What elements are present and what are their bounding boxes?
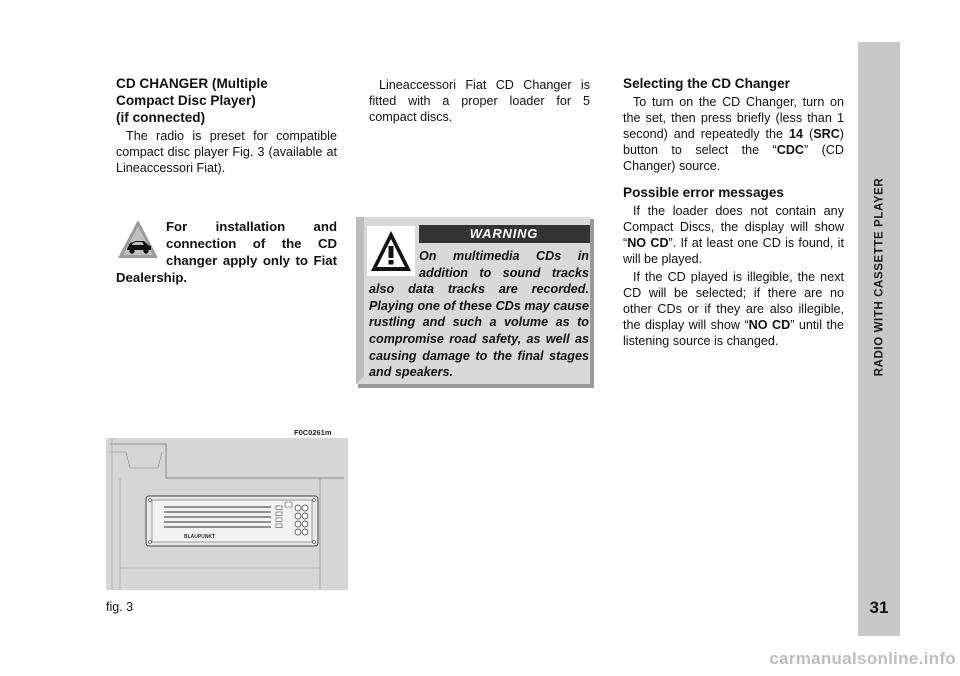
intro-paragraph: The radio is preset for compatible compact disc player Fig. 3 (available at Lineaccessori Fiat). bbox=[116, 129, 337, 175]
car-service-icon bbox=[116, 218, 160, 260]
warning-box bbox=[356, 217, 594, 388]
column-middle bbox=[369, 75, 590, 125]
error-messages-heading: Possible error messages bbox=[623, 185, 784, 200]
loader-paragraph: Lineaccessori Fiat CD Changer is fitted with a proper loader for 5 compact discs. bbox=[369, 78, 590, 124]
selecting-paragraph: To turn on the CD Changer, turn on the set, then press briefly (less than 1 second) and repeatedly the 14 (SRC) button to select the “CDC” (CD Changer) source. bbox=[623, 95, 844, 173]
section-heading bbox=[116, 75, 337, 126]
heading-line-2: Compact Disc Player) bbox=[116, 93, 256, 108]
figure-caption: fig. 3 bbox=[106, 600, 134, 614]
dealer-note bbox=[116, 218, 337, 286]
figure-id: F0C0261m bbox=[294, 428, 332, 437]
selecting-heading: Selecting the CD Changer bbox=[623, 76, 790, 91]
warning-label: WARNING bbox=[469, 226, 539, 241]
column-left bbox=[116, 75, 337, 176]
warning-text: On multimedia CDs in addition to sound tracks also data tracks are recorded. Playing one of these CDs may cause rustling and such a volume as to compromise road safety, as well as causing damage to the final stages and speakers. bbox=[369, 249, 589, 380]
heading-line-3: (if connected) bbox=[116, 110, 206, 125]
page-number: 31 bbox=[869, 598, 889, 617]
brand-label: BLAUPUNKT bbox=[184, 534, 216, 540]
no-cd-paragraph: If the loader does not contain any Compact Discs, the display will show “NO CD”. If at least one CD is found, it will be played. bbox=[623, 204, 844, 266]
chapter-title-container bbox=[858, 42, 900, 512]
chapter-side-tab bbox=[858, 42, 900, 636]
column-right bbox=[623, 75, 844, 349]
heading-line-1: CD CHANGER (Multiple bbox=[116, 76, 268, 91]
dealer-note-text: For installation and connection of the CD changer apply only to Fiat Dealership. bbox=[116, 219, 337, 285]
chapter-title: RADIO WITH CASSETTE PLAYER bbox=[873, 177, 885, 377]
watermark: carmanualsonline.info bbox=[769, 649, 956, 668]
cd-changer-illustration bbox=[106, 438, 348, 590]
illegible-cd-paragraph: If the CD played is illegible, the next CD will be selected; if there are no other CDs or if they are also illegible, the display will show “NO CD” until the listening source is changed. bbox=[623, 270, 844, 348]
